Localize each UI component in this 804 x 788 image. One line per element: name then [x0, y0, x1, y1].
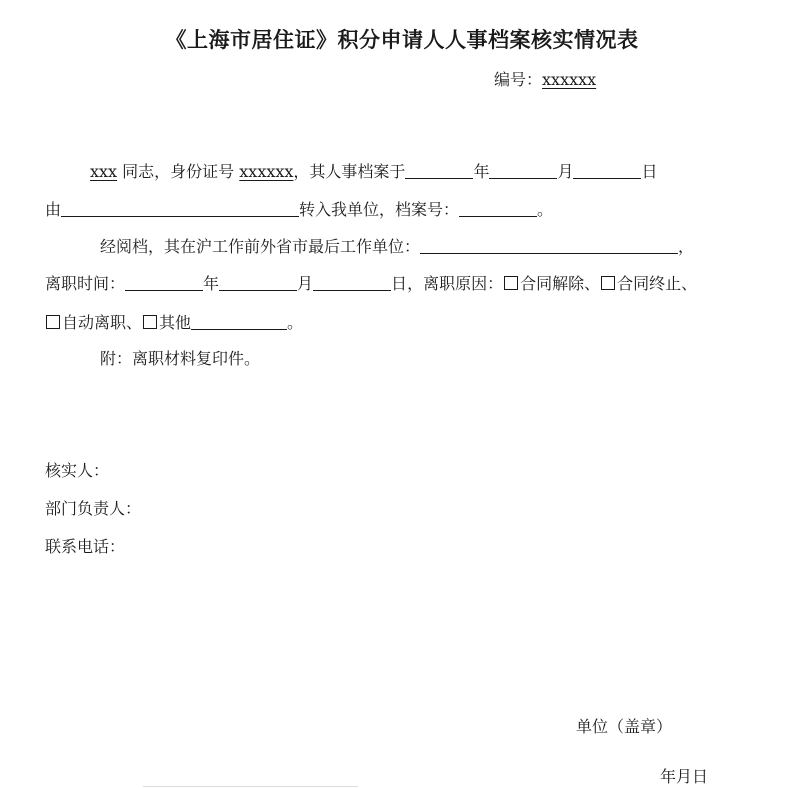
unit-seal-label: 单位（盖章）	[576, 717, 673, 736]
resign-year-blank[interactable]	[125, 274, 203, 291]
month-label: 月	[557, 162, 574, 181]
contract-termination-label: 合同解除、	[520, 274, 601, 293]
date-label: 年月日	[660, 767, 709, 786]
last-employer-blank[interactable]	[420, 237, 678, 254]
from-label: 由	[45, 200, 62, 219]
paragraph-resignation-options	[45, 313, 303, 333]
paragraph-last-employer	[100, 237, 694, 257]
options-end: 。	[287, 313, 304, 332]
transfer-end: 。	[537, 200, 554, 219]
other-reason-label: 其他	[159, 313, 192, 332]
resign-day-label: 日	[391, 274, 408, 293]
serial-number	[494, 67, 596, 90]
contact-phone-label: 联系电话：	[45, 537, 126, 556]
resign-day-blank[interactable]	[313, 274, 391, 291]
contract-end-checkbox[interactable]	[601, 276, 615, 290]
footer-divider	[143, 786, 358, 787]
resign-month-label: 月	[297, 274, 314, 293]
applicant-name: xxx	[90, 162, 118, 181]
archive-year-blank[interactable]	[405, 162, 473, 179]
contract-termination-checkbox[interactable]	[504, 276, 518, 290]
last-employer-text: 经阅档，其在沪工作前外省市最后工作单位：	[100, 237, 421, 256]
transfer-text: 转入我单位，档案号：	[299, 200, 460, 219]
archive-day-blank[interactable]	[573, 162, 641, 179]
day-label: 日	[641, 162, 658, 181]
resign-time-label: 离职时间：	[45, 274, 126, 293]
contract-end-label: 合同终止、	[617, 274, 698, 293]
resign-reason-label: ，离职原因：	[407, 274, 504, 293]
archive-text: ，其人事档案于	[293, 162, 406, 181]
verifier-label: 核实人：	[45, 461, 110, 480]
archive-month-blank[interactable]	[489, 162, 557, 179]
serial-value: xxxxxx	[542, 70, 597, 89]
department-head-label: 部门负责人：	[45, 499, 142, 518]
other-reason-blank[interactable]	[191, 313, 287, 330]
paragraph-identity	[90, 162, 657, 182]
identity-text: 同志，身份证号	[122, 162, 235, 181]
paragraph-resignation	[45, 274, 697, 294]
document-title: 《上海市居住证》积分申请人人事档案核实情况表	[165, 27, 639, 52]
last-employer-comma: ，	[678, 237, 695, 256]
id-number: xxxxxx	[239, 162, 294, 181]
resign-year-label: 年	[203, 274, 220, 293]
other-reason-checkbox[interactable]	[143, 315, 157, 329]
paragraph-transfer	[45, 200, 553, 220]
voluntary-resignation-checkbox[interactable]	[46, 315, 60, 329]
resign-month-blank[interactable]	[219, 274, 297, 291]
year-label: 年	[473, 162, 490, 181]
transfer-from-blank[interactable]	[61, 200, 299, 217]
archive-number-blank[interactable]	[459, 200, 537, 217]
serial-label: 编号：	[494, 70, 543, 89]
attachment-note: 附：离职材料复印件。	[100, 349, 261, 368]
voluntary-resignation-label: 自动离职、	[62, 313, 143, 332]
